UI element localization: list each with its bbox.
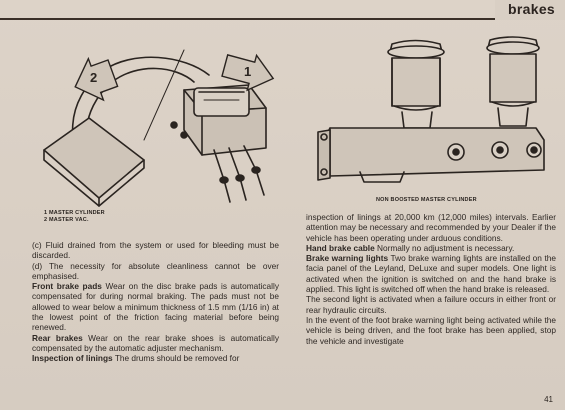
- paragraph-inspection-linings: Inspection of linings The drums should be removed for: [32, 353, 240, 364]
- section-title: brakes: [508, 1, 555, 17]
- left-text-column: [32, 240, 279, 364]
- paragraph-foot-brake-warning: In the event of the foot brake warning light being activated while the vehicle is being driven, and the foot brake has been applied, stop the vehicle and investigate: [306, 314, 556, 346]
- paragraph-second-light: The second light is activated when a failure occurs in either front or rear hydraulic circuits.: [306, 294, 556, 315]
- paragraph-hand-brake-cable: Hand brake cable Normally no adjustment is necessary.: [306, 242, 515, 253]
- right-figure-caption: NON BOOSTED MASTER CYLINDER: [376, 197, 477, 203]
- master-cylinder-illustration: [34, 30, 284, 208]
- left-figure-caption: [44, 210, 105, 224]
- paragraph-cleanliness: (d) The necessity for absolute cleanliness cannot be over emphasised.: [32, 260, 279, 281]
- page-number: 41: [544, 395, 553, 404]
- paragraph-inspection-interval: inspection of linings at 20,000 km (12,000 miles) intervals. Earlier attention may be necessary and recommended by your Dealer if the vehicle has been operating under arduous conditions.: [306, 212, 556, 243]
- caption-master-cylinder: 1 MASTER CYLINDER: [44, 210, 105, 216]
- heading-brake-warning-lights: Brake warning lights: [306, 253, 389, 264]
- callout-2-label: 2: [90, 70, 98, 85]
- callout-arrow-2: [68, 52, 121, 107]
- paragraph-brake-warning-lights: Brake warning lights Two brake warning lights are installed on the facia panel of the Leyland, DeLuxe and super models. One light is activated when the ignition is switched on and the hand brake is applied. This light is switched off when the hand brake is released.: [306, 253, 556, 295]
- paragraph-fluid-drained: (c) Fluid drained from the system or used for bleeding must be discarded.: [32, 240, 279, 261]
- heading-rear-brakes: Rear brakes: [32, 332, 83, 343]
- heading-front-brake-pads: Front brake pads: [32, 281, 102, 292]
- heading-inspection-linings: Inspection of linings: [32, 353, 113, 364]
- non-boosted-master-cylinder-illustration: [300, 32, 550, 192]
- paragraph-rear-brakes: Rear brakes Wear on the rear brake shoes is automatically compensated by the automatic adjuster mechanism.: [32, 332, 279, 353]
- paragraph-front-brake-pads: Front brake pads Wear on the disc brake pads is automatically compensated for during normal braking. The pads must not be allowed to wear below a minimum thickness of 1.5 mm (1/16 in) at the lowest point of the friction facing material before being renewed.: [32, 281, 279, 333]
- header-rule: [0, 0, 565, 22]
- header-line: [0, 18, 565, 20]
- right-text-column: [306, 212, 556, 346]
- callout-1-label: 1: [244, 64, 252, 79]
- caption-master-vac: 2 MASTER VAC.: [44, 217, 89, 223]
- heading-hand-brake-cable: Hand brake cable: [306, 242, 375, 253]
